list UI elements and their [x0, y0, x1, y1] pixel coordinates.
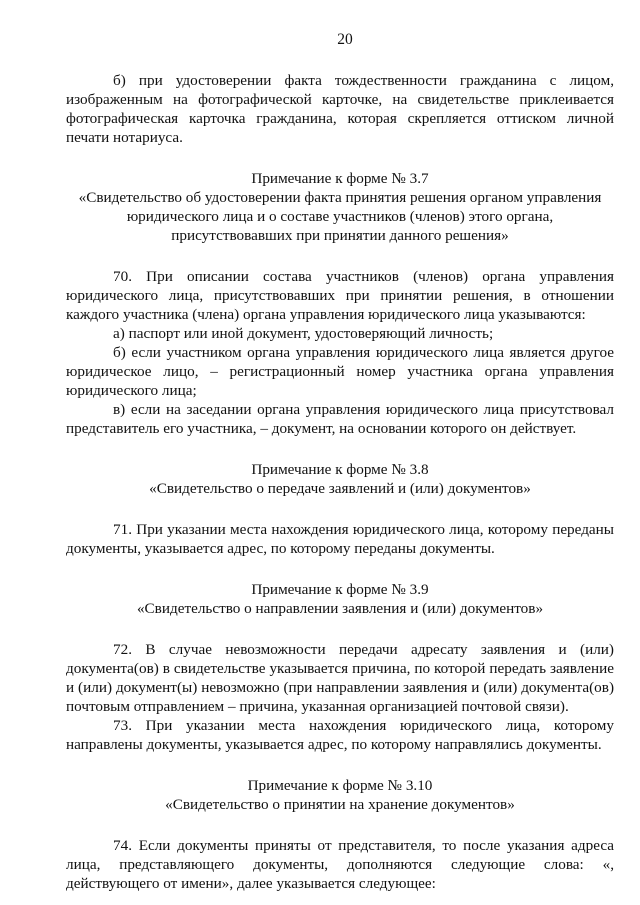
note-title-3-8: Примечание к форме № 3.8	[251, 461, 429, 478]
document-page	[66, 30, 614, 893]
paragraph-71: 71. При указании места нахождения юридического лица, которому переданы документы, указывается адрес, по которому переданы документы.	[66, 521, 614, 557]
note-form-3-9	[66, 580, 614, 618]
paragraph-70-a: а) паспорт или иной документ, удостоверяющий личность;	[113, 325, 494, 342]
paragraph-74: 74. Если документы приняты от представителя, то после указания адреса лица, представляющего документы, дополняются следующие слова: «, действующего от имени», далее указывается следующее:	[66, 837, 614, 892]
paragraph-70-b: б) если участником органа управления юридического лица является другое юридическое лицо, – регистрационный номер участника органа управления юридического лица;	[66, 344, 614, 399]
note-title-3-10: Примечание к форме № 3.10	[247, 777, 433, 794]
note-subtitle-3-7: «Свидетельство об удостоверении факта принятия решения органом управления юридического лица и о составе участников (членов) этого органа, присутствовавших при принятии данного решения»	[78, 189, 602, 244]
note-form-3-7	[66, 169, 614, 245]
note-form-3-8	[66, 460, 614, 498]
paragraph-72: 72. В случае невозможности передачи адресату заявления и (или) документа(ов) в свидетельстве указывается причина, по которой передать заявление и (или) документ(ы) невозможно (при направлении заявления и (или) документа(ов) почтовым отправлением – причина, указанная организацией почтовой связи).	[66, 641, 614, 715]
note-title-3-7: Примечание к форме № 3.7	[251, 170, 429, 187]
paragraph-70-v: в) если на заседании органа управления юридического лица присутствовал представитель его участника, – документ, на основании которого он действует.	[66, 401, 614, 437]
paragraph-70: 70. При описании состава участников (членов) органа управления юридического лица, присутствовавших при принятии решения, в отношении каждого участника (члена) органа управления юридического лица указываются:	[66, 268, 614, 323]
note-title-3-9: Примечание к форме № 3.9	[251, 581, 429, 598]
note-subtitle-3-9: «Свидетельство о направлении заявления и (или) документов»	[136, 600, 544, 617]
paragraph-b-photo: б) при удостоверении факта тождественности гражданина с лицом, изображенным на фотографической карточке, на свидетельстве приклеивается фотографическая карточка гражданина, которая скрепляется оттиском личной печати нотариуса.	[66, 72, 614, 146]
note-form-3-10	[66, 776, 614, 814]
paragraph-73: 73. При указании места нахождения юридического лица, которому направлены документы, указывается адрес, по которому направлялись документы.	[66, 717, 614, 753]
note-subtitle-3-8: «Свидетельство о передаче заявлений и (или) документов»	[149, 480, 531, 497]
page-number: 20	[337, 31, 353, 48]
note-subtitle-3-10: «Свидетельство о принятии на хранение документов»	[165, 796, 515, 813]
